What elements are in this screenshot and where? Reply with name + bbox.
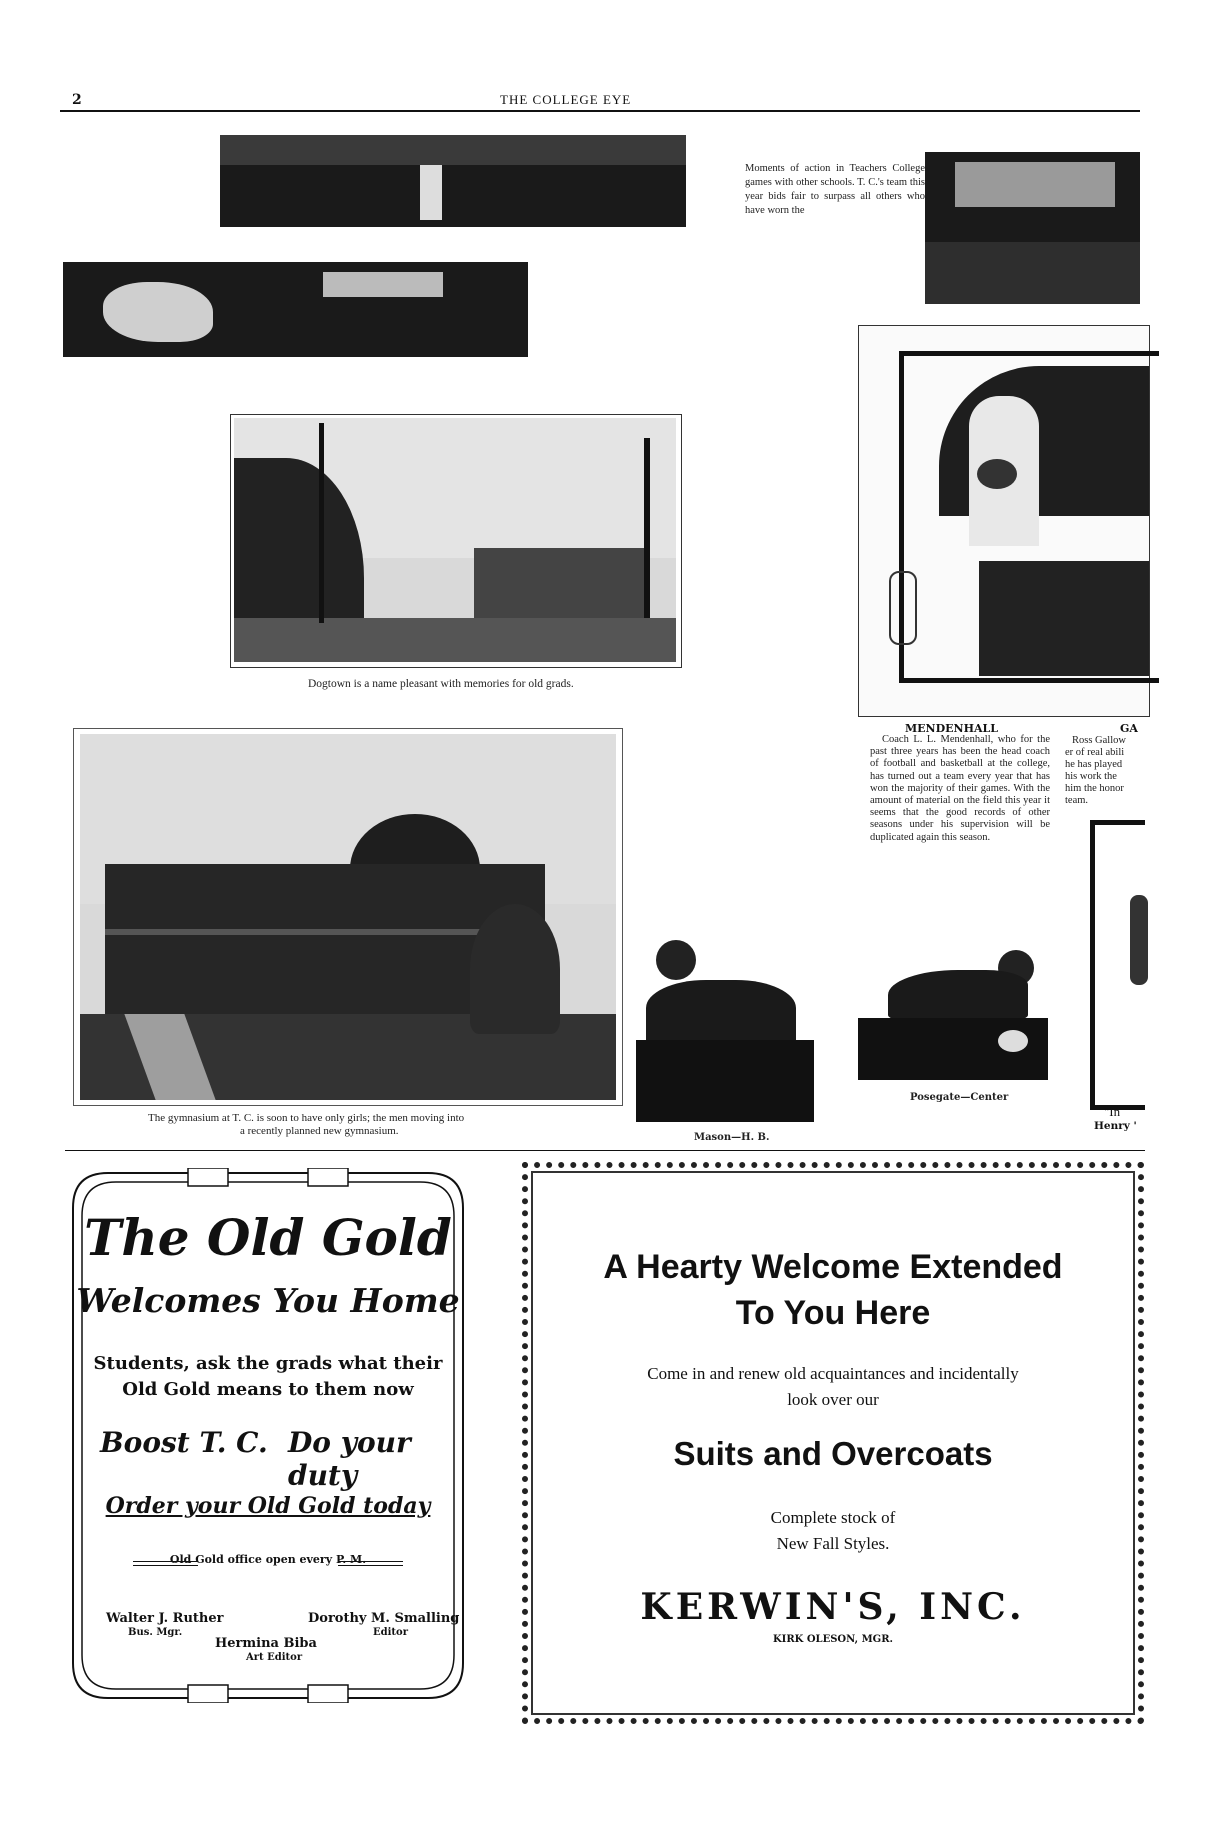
masthead-title: THE COLLEGE EYE: [500, 92, 632, 107]
person1-role: Bus. Mgr.: [128, 1627, 183, 1638]
person2-name: Dorothy M. Smalling: [308, 1611, 460, 1626]
old-gold-title: The Old Gold: [84, 1208, 452, 1267]
person3-name: Hermina Biba: [215, 1636, 317, 1651]
order-old-gold: Order your Old Gold today: [105, 1493, 431, 1519]
boost-tc: Boost T. C.: [100, 1426, 268, 1459]
kerwin-headline-1: A Hearty Welcome Extended: [603, 1248, 1063, 1286]
galloway-line: him the honor: [1065, 783, 1124, 794]
cut-off-photo-frame: [1090, 820, 1145, 1110]
office-hours: Old Gold office open every P. M.: [169, 1553, 367, 1566]
posegate-photo: [858, 950, 1048, 1080]
kerwin-manager: KIRK OLESON, MGR.: [772, 1634, 893, 1645]
moments-caption: Moments of action in Teachers College games with other schools. T. C.'s team this year bids fair to surpass all others who have worn the: [745, 163, 925, 216]
dogtown-caption: Dogtown is a name pleasant with memories for old grads.: [308, 678, 574, 690]
old-gold-ad: [68, 1168, 468, 1703]
kerwin-body-2: look over our: [787, 1390, 879, 1409]
section-divider: [65, 1150, 1145, 1151]
kerwin-body-1: Come in and renew old acquaintances and incidentally: [647, 1364, 1019, 1383]
gymnasium-caption-1: The gymnasium at T. C. is soon to have only girls; the men moving into: [148, 1112, 465, 1124]
football-photo-right: [925, 152, 1140, 304]
person1-name: Walter J. Ruther: [106, 1611, 224, 1626]
office-rule-right: [338, 1561, 403, 1566]
football-photo-wide: [63, 262, 528, 357]
old-gold-line2: Old Gold means to them now: [122, 1379, 414, 1400]
kerwin-stock-1: Complete stock of: [770, 1508, 896, 1527]
kerwin-ad: [522, 1162, 1144, 1724]
galloway-line: er of real abili: [1065, 747, 1125, 758]
page-number: 2: [72, 92, 82, 108]
kerwin-headline-2: To You Here: [735, 1294, 931, 1332]
kerwin-company: KERWIN'S, INC.: [640, 1586, 1026, 1628]
mason-photo: [636, 930, 814, 1122]
old-gold-subtitle: Welcomes You Home: [76, 1281, 460, 1320]
person2-role: Editor: [373, 1627, 408, 1638]
cut-off-name: Henry ': [1094, 1120, 1137, 1132]
cut-off-quote: "In: [1104, 1104, 1121, 1119]
dogtown-photo: [234, 418, 676, 662]
old-gold-line1: Students, ask the grads what their: [93, 1353, 443, 1374]
mendenhall-photo-frame: [858, 325, 1150, 717]
mendenhall-body: Coach L. L. Mendenhall, who for the past three years has been the head coach of football and basketball at the college, has turned out a team every year that has won the majority of their games. With the amount of material on the field this year it seems that the good records of other seasons under his supervision will be duplicated again this season.: [870, 734, 1050, 843]
galloway-heading: GA: [1120, 722, 1138, 735]
galloway-line: Ross Gallow: [1072, 735, 1126, 746]
header-rule: [60, 110, 1140, 112]
galloway-line: his work the: [1065, 771, 1117, 782]
mason-caption: Mason—H. B.: [694, 1132, 770, 1143]
kerwin-stock-2: New Fall Styles.: [776, 1534, 890, 1553]
gymnasium-caption-2: a recently planned new gymnasium.: [240, 1125, 399, 1137]
person3-role: Art Editor: [246, 1652, 303, 1663]
galloway-line: he has played: [1065, 759, 1123, 770]
posegate-caption: Posegate—Center: [910, 1092, 1009, 1103]
football-photo-top: [220, 135, 686, 227]
do-your-duty: Do your duty: [288, 1426, 411, 1492]
kerwin-product: Suits and Overcoats: [673, 1435, 993, 1472]
galloway-line: team.: [1065, 795, 1089, 806]
mendenhall-heading: MENDENHALL: [905, 722, 998, 735]
gymnasium-photo: [80, 734, 616, 1100]
